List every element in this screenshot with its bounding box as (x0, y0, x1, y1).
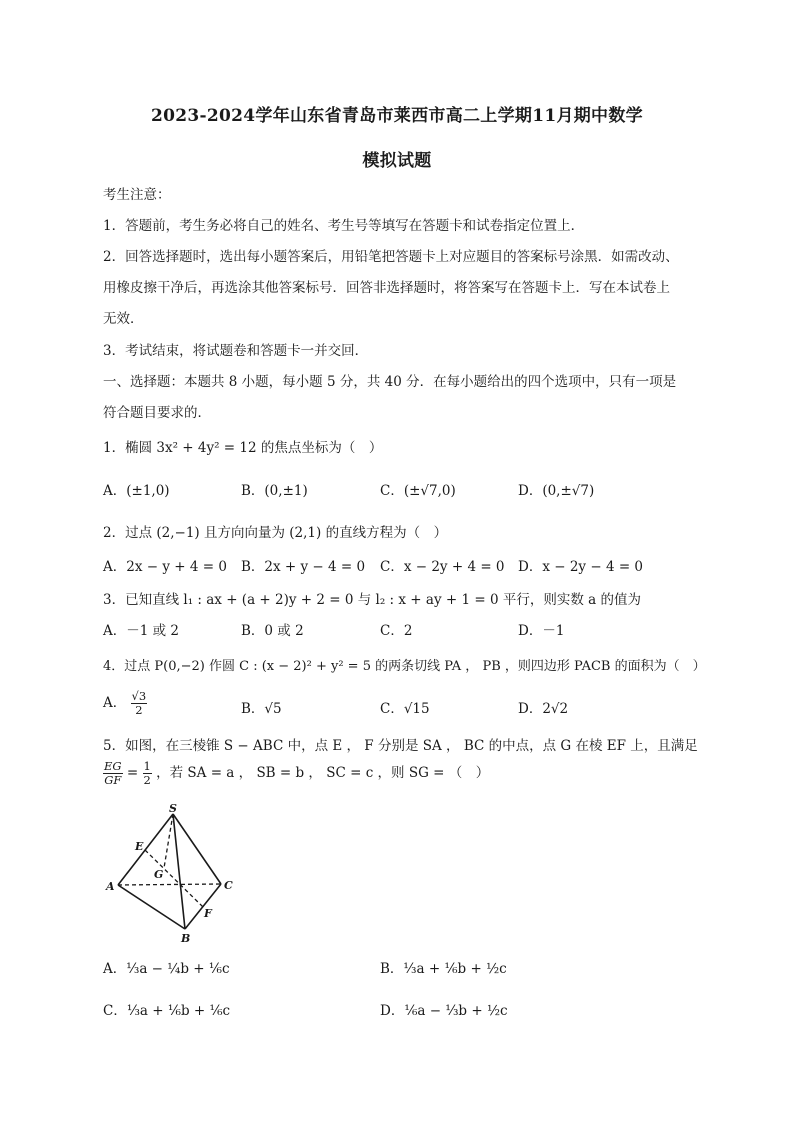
q5-vector-conditions: ，若 SA = a ， SB = b ， SC = c ，则 SG = （ ） (156, 765, 490, 781)
q3-option-d: D．－1 (518, 623, 565, 639)
edge-sb (173, 814, 185, 929)
notice-item-3: 3．考试结束，将试题卷和答题卡一并交回． (103, 343, 369, 359)
exam-title-line1: 2023-2024学年山东省青岛市莱西市高二上学期11月期中数学 (151, 106, 643, 126)
section1-heading-line2: 符合题目要求的． (103, 405, 211, 421)
notice-item-2-line1: 2．回答选择题时，选出每小题答案后，用铅笔把答题卡上对应题目的答案标号涂黑．如需改动、 (103, 249, 679, 265)
q2-option-d: D．x − 2y − 4 = 0 (518, 559, 644, 575)
q3-option-a: A．－1 或 2 (103, 623, 180, 639)
q5-option-b: B．⅓a + ⅙b + ½c (380, 961, 507, 977)
q4-option-a (103, 690, 147, 717)
q5-option-d: D．⅙a − ⅓b + ½c (380, 1003, 508, 1019)
edge-sc (173, 814, 221, 884)
q1-option-d: D．(0,±√7) (518, 483, 595, 499)
label-a: A (106, 880, 115, 893)
q4-option-d: D．2√2 (518, 701, 569, 717)
q4-option-a-denominator: 2 (135, 703, 143, 717)
q2-stem: 2．过点 (2,−1) 且方向向量为 (2,1) 的直线方程为（ ） (103, 525, 448, 541)
q2-option-b: B．2x + y − 4 = 0 (241, 559, 366, 575)
q3-stem: 3．已知直线 l₁ : ax + (a + 2)y + 2 = 0 与 l₂ : x + ay + 1 = 0 平行，则实数 a 的值为 (103, 592, 641, 608)
q3-option-c: C．2 (380, 623, 413, 639)
notice-item-1: 1．答题前，考生务必将自己的姓名、考生号等填写在答题卡和试卷指定位置上． (103, 218, 585, 234)
q5-half-fraction (143, 760, 152, 787)
q1-option-c: C．(±√7,0) (380, 483, 456, 499)
q5-half-numerator: 1 (143, 759, 151, 773)
edge-ac-hidden (118, 884, 221, 885)
section1-heading-line1: 一、选择题：本题共 8 小题，每小题 5 分，共 40 分．在每小题给出的四个选项中，只有一项是 (103, 374, 677, 390)
edge-ab (118, 885, 185, 929)
q1-stem: 1．椭圆 3x² + 4y² = 12 的焦点坐标为（ ） (103, 440, 383, 456)
label-s: S (169, 802, 177, 815)
label-e: E (135, 840, 144, 853)
segment-sg-hidden (164, 814, 173, 868)
q2-option-c: C．x − 2y + 4 = 0 (380, 559, 505, 575)
edge-sa (118, 814, 173, 885)
q5-stem-line1: 5．如图，在三棱锥 S − ABC 中，点 E ， F 分别是 SA ， BC 的中点，点 G 在棱 EF 上，且满足 (103, 738, 698, 754)
q5-ratio-numerator: EG (104, 759, 122, 773)
q4-stem: 4．过点 P(0,−2) 作圆 C : (x − 2)² + y² = 5 的两条切线 PA ， PB ，则四边形 PACB 的面积为（ ） (103, 659, 706, 674)
q4-option-a-label: A． (103, 695, 127, 711)
q2-option-a: A．2x − y + 4 = 0 (103, 559, 227, 575)
q4-option-a-fraction (131, 690, 148, 717)
q5-ratio-fraction (103, 760, 123, 787)
q5-option-c: C．⅓a + ⅙b + ⅙c (103, 1003, 231, 1019)
q4-option-a-numerator: √3 (131, 689, 147, 703)
notice-item-2-line2: 用橡皮擦干净后，再选涂其他答案标号．回答非选择题时，将答案写在答题卡上．写在本试卷上 (103, 280, 670, 296)
q5-option-a: A．⅓a − ¼b + ⅙c (103, 961, 230, 977)
label-c: C (224, 879, 233, 892)
q1-option-a: A．(±1,0) (103, 483, 170, 499)
q4-option-b: B．√5 (241, 701, 282, 717)
q5-ratio-denominator: GF (104, 773, 122, 787)
q4-option-c: C．√15 (380, 701, 430, 717)
label-f: F (204, 907, 212, 920)
q3-option-b: B．0 或 2 (241, 623, 304, 639)
notice-item-2-line3: 无效． (103, 311, 144, 327)
notice-heading: 考生注意： (103, 187, 171, 203)
q5-stem-line2 (103, 760, 489, 787)
label-b: B (181, 932, 191, 945)
q1-option-b: B．(0,±1) (241, 483, 308, 499)
tetrahedron-figure (103, 800, 243, 945)
q5-half-denominator: 2 (143, 773, 151, 787)
q5-equals: = (126, 765, 143, 781)
exam-title-line2: 模拟试题 (362, 151, 432, 171)
label-g: G (154, 868, 164, 881)
